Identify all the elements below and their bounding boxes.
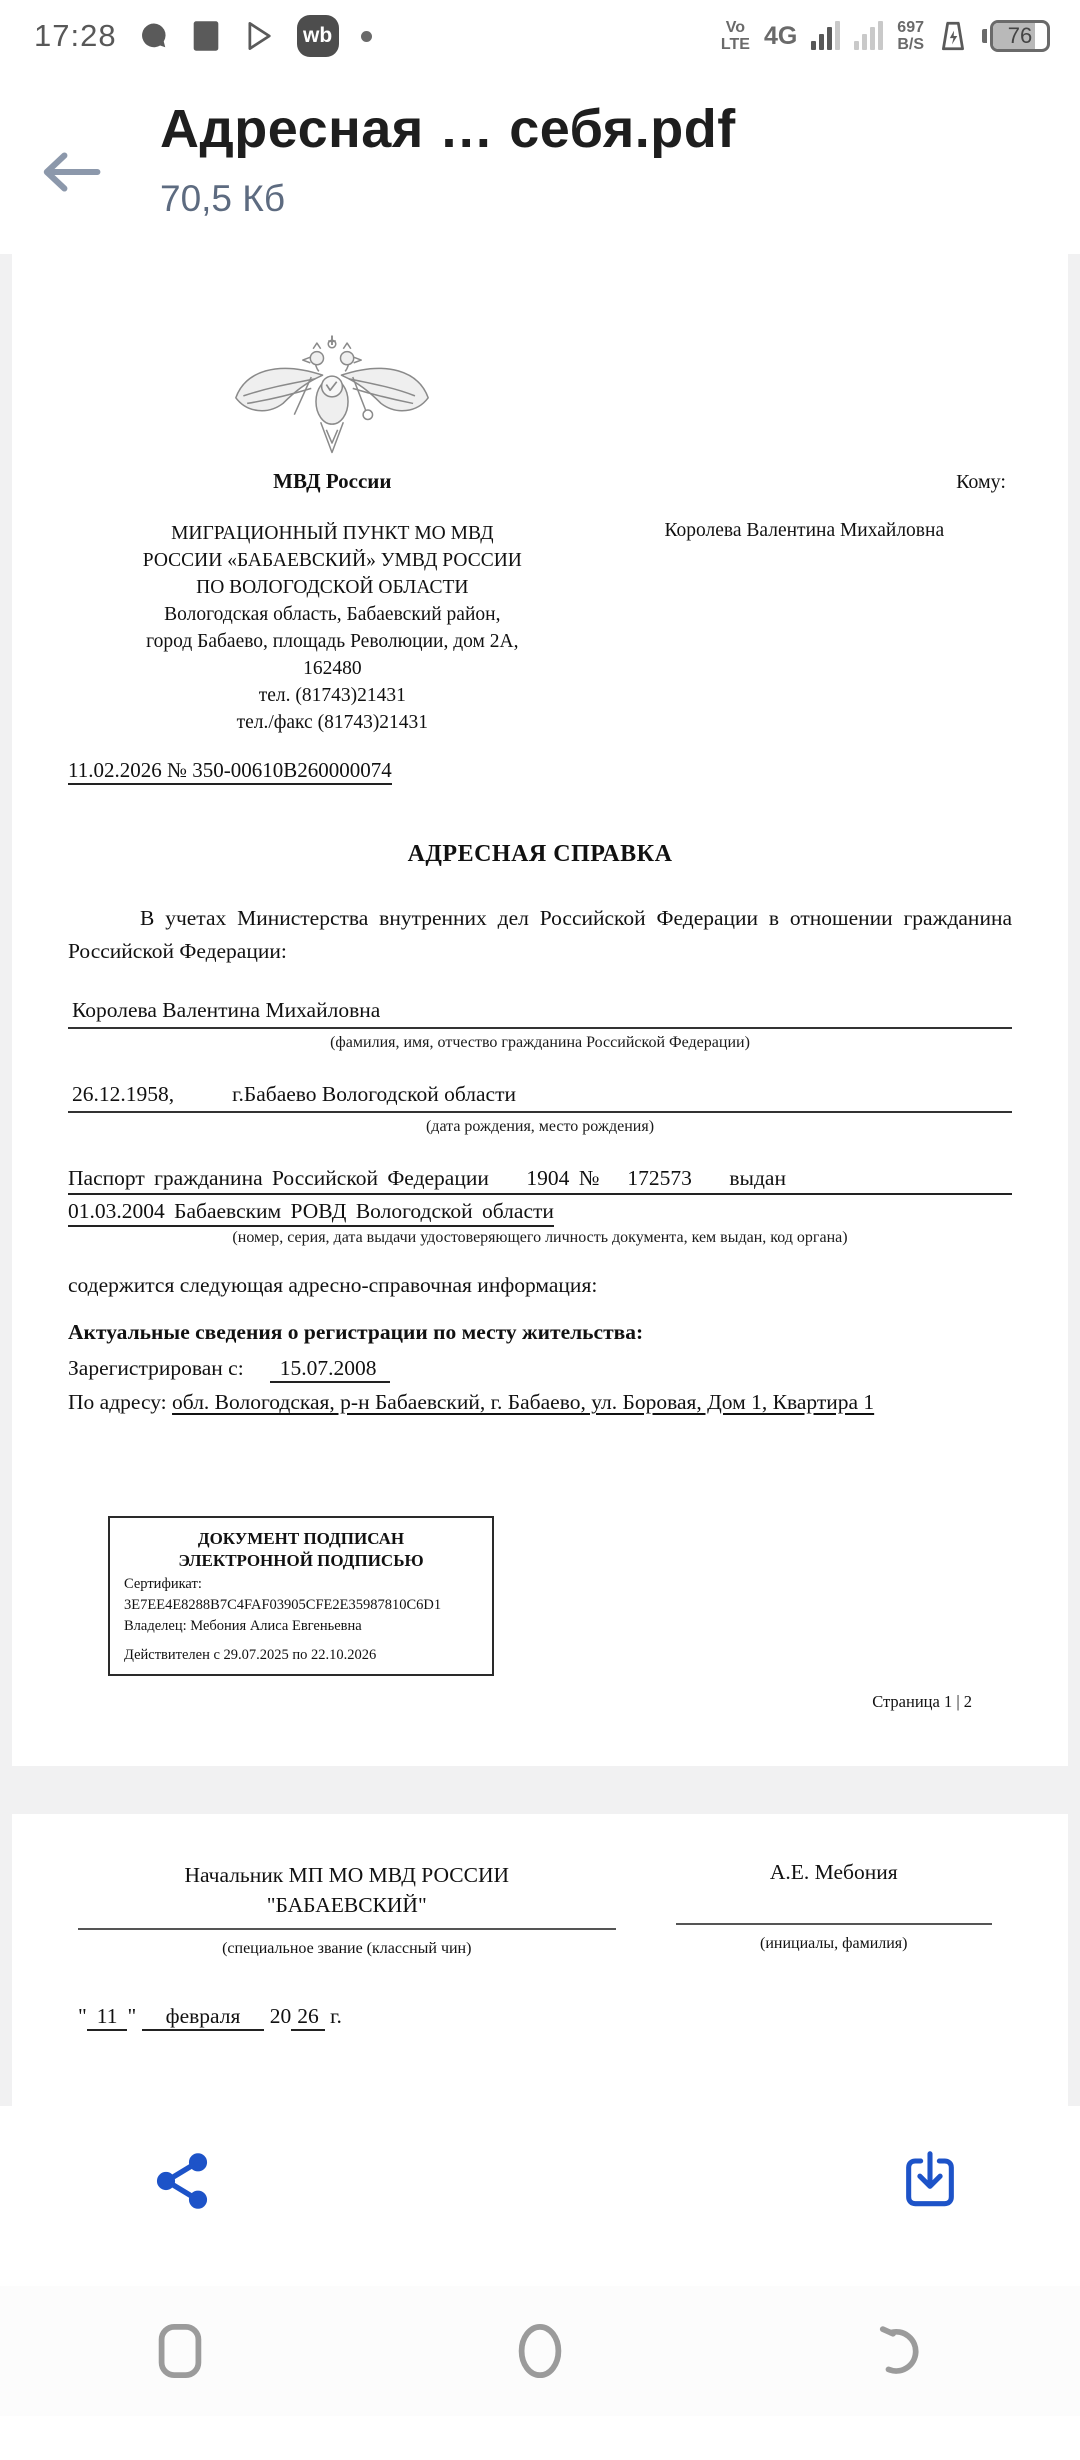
document-title: АДРЕСНАЯ СПРАВКА (407, 841, 673, 867)
volte-indicator: Vo LTE (720, 19, 750, 53)
passport-field (68, 1166, 1012, 1247)
address-line: По адресу: обл. Вологодская, р-н Бабаевский, г. Бабаево, ул. Боровая, Дом 1, Квартира 1 (68, 1390, 875, 1414)
registered-date: 15.07.2008 (270, 1356, 391, 1383)
recipient-name: Королева Валентина Михайловна (664, 520, 945, 541)
network-type-label: 4G (763, 21, 798, 50)
to-label: Кому: (956, 471, 1006, 493)
passport-line-1: Паспорт гражданина Российской Федерации 1904 № 172573 выдан (68, 1166, 1012, 1195)
signal-bars-sim1-icon (811, 22, 840, 50)
nav-back-icon (877, 2322, 923, 2380)
file-title: Адресная … себя.pdf (160, 99, 736, 159)
birth-place: г.Бабаево Вологодской области (232, 1082, 516, 1106)
back-arrow-icon (40, 150, 102, 194)
certificate-label: Сертификат: (124, 1576, 202, 1592)
share-button[interactable] (150, 2149, 214, 2213)
page-number: Страница 1 | 2 (872, 1692, 972, 1711)
passport-caption: (номер, серия, дата выдачи удостоверяющего личность документа, кем выдан, код органа) (232, 1229, 848, 1246)
nav-back-button[interactable] (840, 2322, 960, 2380)
registered-address: обл. Вологодская, р-н Бабаевский, г. Бабаево, ул. Боровая, Дом 1, Квартира 1 (172, 1390, 875, 1414)
pdf-page-1 (12, 254, 1068, 1766)
contains-line: содержится следующая адресно-справочная информация: (68, 1273, 598, 1297)
certificate-owner: Владелец: Мебония Алиса Евгеньевна (124, 1618, 362, 1634)
signal-bars-sim2-icon (854, 22, 883, 50)
name-caption: (фамилия, имя, отчество гражданина Российской Федерации) (330, 1034, 750, 1051)
name-field (68, 998, 1012, 1052)
mvd-emblem (224, 328, 440, 460)
clock-time: 17:28 (34, 18, 117, 53)
recents-icon (157, 2322, 203, 2380)
download-button[interactable] (898, 2149, 962, 2213)
pdf-viewer-header (0, 62, 1080, 254)
status-bar (0, 0, 1080, 62)
download-icon (898, 2149, 962, 2213)
date-month: февраля (142, 2004, 265, 2031)
battery-percent: 76 (1007, 23, 1033, 48)
recents-button[interactable] (120, 2322, 240, 2380)
share-icon (150, 2149, 214, 2213)
certificate-value: 3E7EE4E8288B7C4FAF03905CFE2E35987810C6D1 (124, 1597, 442, 1613)
power-saver-icon (938, 20, 968, 52)
digital-signature-box: ДОКУМЕНТ ПОДПИСАН ЭЛЕКТРОННОЙ ПОДПИСЬЮ Сертификат: 3E7EE4E8288B7C4FAF03905CFE2E35987810C6D1 Владелец: Мебония Алиса Евгеньевна Действителен с 29.07.2025 по 22.10.2026 (108, 1516, 494, 1676)
signer-caption: (инициалы, фамилия) (759, 1935, 908, 1952)
action-toolbar (0, 2106, 1080, 2286)
passport-line-2: 01.03.2004 Бабаевским РОВД Вологодской области (68, 1199, 1012, 1224)
pdf-viewer[interactable] (0, 254, 1080, 2106)
back-button[interactable] (40, 98, 160, 220)
home-button[interactable] (480, 2322, 600, 2380)
signer-position: Начальник МП МО МВД РОССИИ "БАБАЕВСКИЙ" (184, 1863, 510, 1917)
intro-paragraph: В учетах Министерства внутренних дел Российской Федерации в отношении гражданина Российской Федерации: (68, 906, 1012, 963)
org-name: МВД России (273, 469, 392, 493)
signer-name: А.Е. Мебония (769, 1860, 898, 1884)
network-speed-indicator: 697 B/S (897, 19, 924, 53)
file-size: 70,5 Кб (160, 178, 286, 219)
date-year: 26 (291, 2004, 325, 2031)
reference-number: 11.02.2026 № 350-00610В260000074 (68, 758, 1012, 783)
square-notification-icon (191, 20, 221, 52)
name-value: Королева Валентина Михайловна (72, 998, 381, 1022)
birth-date: 26.12.1958, (72, 1082, 175, 1106)
position-caption: (специальное звание (классный чин) (222, 1940, 472, 1957)
battery-indicator (982, 20, 1050, 52)
registration-heading: Актуальные сведения о регистрации по месту жительства: (68, 1320, 644, 1344)
system-navigation-bar (0, 2286, 1080, 2416)
registered-since-line: Зарегистрирован с: 15.07.2008 (68, 1351, 1012, 1385)
wb-app-icon: wb (297, 15, 339, 57)
play-store-icon (243, 20, 275, 52)
birth-field (68, 1082, 1012, 1136)
dot-notification-icon (361, 31, 372, 42)
document-date-line: " 11 " февраля 20 26 г. (68, 2004, 1012, 2029)
pdf-page-2 (12, 1814, 1068, 2106)
birth-caption: (дата рождения, место рождения) (425, 1118, 655, 1135)
page-separator (12, 1766, 1068, 1814)
certificate-validity: Действителен с 29.07.2025 по 22.10.2026 (124, 1647, 377, 1663)
home-icon (517, 2322, 563, 2380)
message-notification-icon (139, 21, 169, 51)
date-day: 11 (87, 2004, 128, 2031)
org-address-block: МИГРАЦИОННЫЙ ПУНКТ МО МВД РОССИИ «БАБАЕВСКИЙ» УМВД РОССИИ ПО ВОЛОГОДСКОЙ ОБЛАСТИ Вологодская область, Бабаевский район, город Бабаево, площадь Революции, дом 2А, 162480 тел. (81743)21431 тел./факс (81743)21431 (142, 523, 522, 733)
